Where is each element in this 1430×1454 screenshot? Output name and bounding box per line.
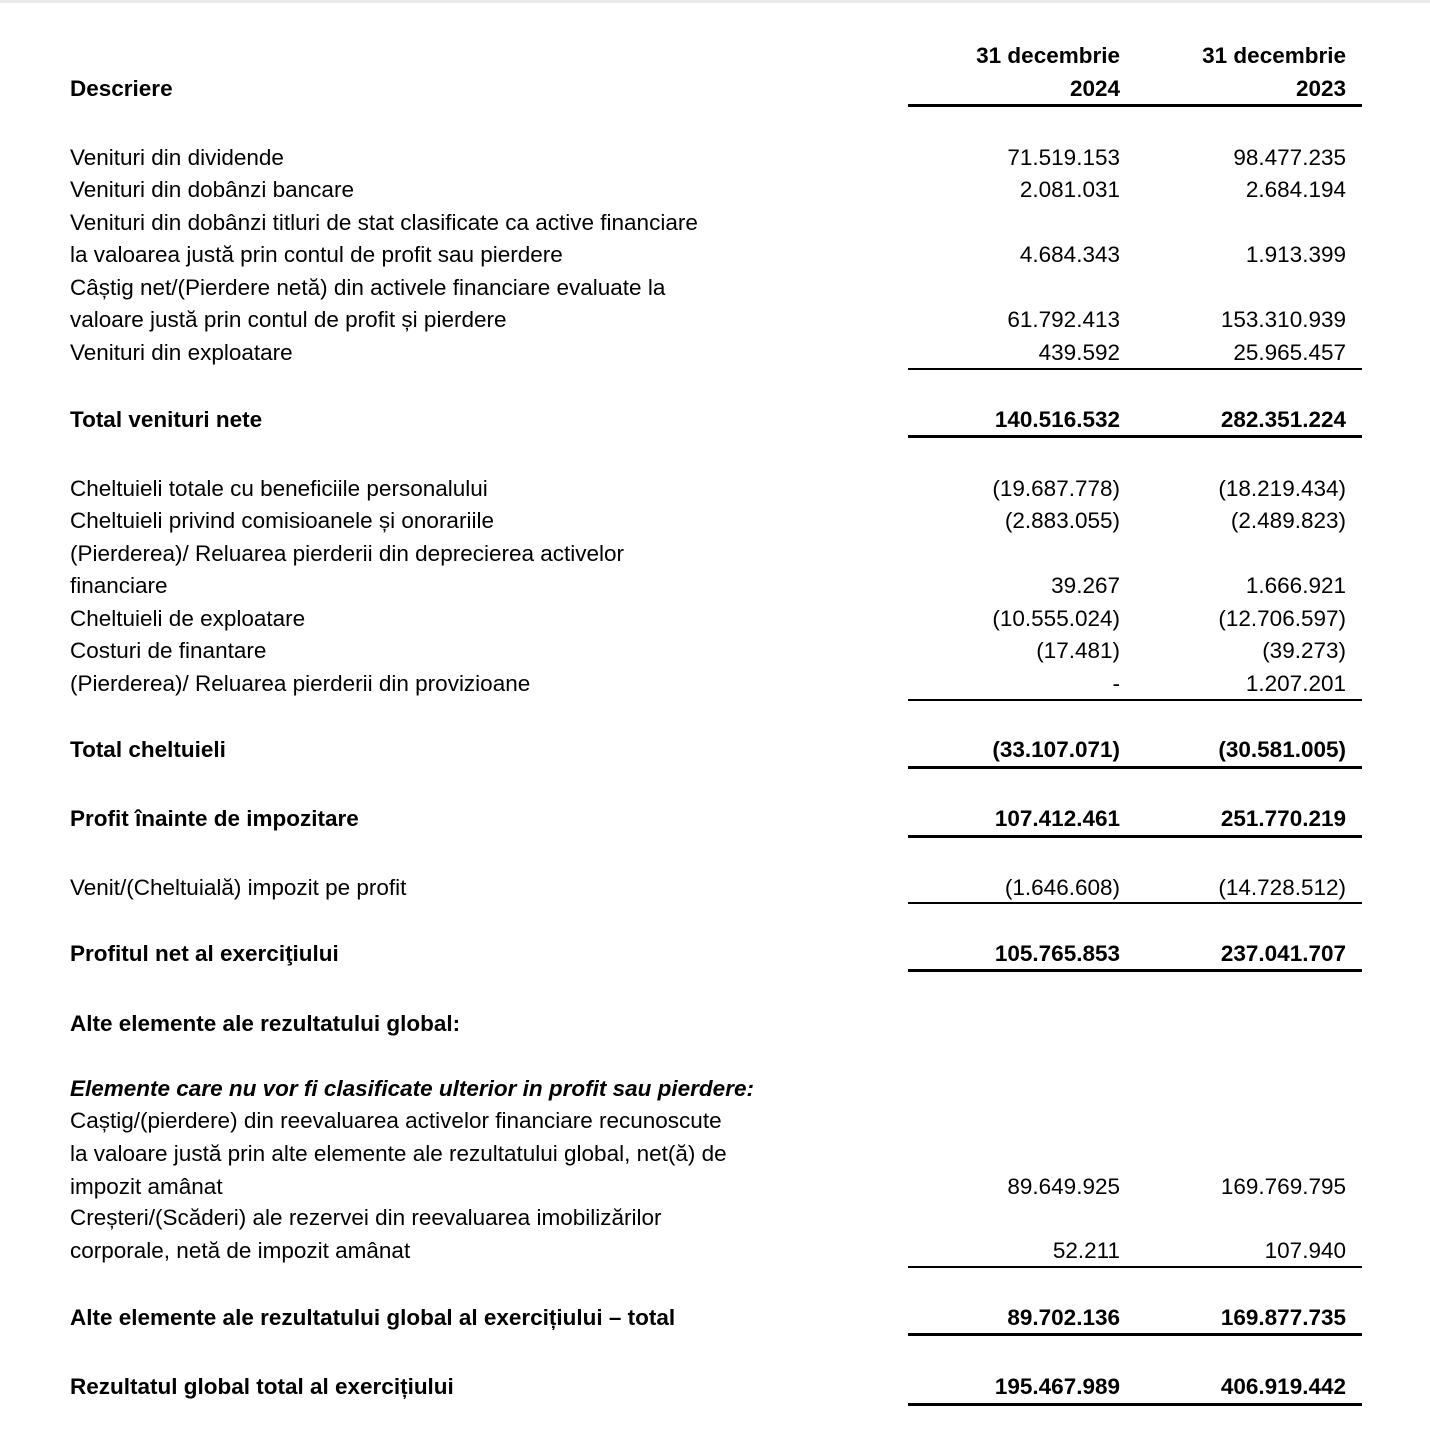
row-value-2024-cheltuieli-exploatare: (10.555.024) (992, 606, 1120, 631)
total-rule-col1 (908, 1333, 1136, 1336)
row-label-comisioane: Cheltuieli privind comisioanele și onorariile (70, 508, 494, 533)
total-rule-col2 (1136, 766, 1362, 769)
subtotal-rule-col2 (1136, 902, 1362, 904)
row-label-reevaluare-active-line1: Caștig/(pierdere) din reevaluarea activelor financiare recunoscute (70, 1108, 722, 1133)
total-rule-col1 (908, 435, 1136, 438)
total-rule-col1 (908, 1403, 1136, 1406)
row-value-2023-cheltuieli-exploatare: (12.706.597) (1218, 606, 1346, 631)
row-value-2023-cheltuieli-personal: (18.219.434) (1218, 476, 1346, 501)
row-label-rezerva-reevaluare-line2: corporale, netă de impozit amânat (70, 1238, 411, 1263)
row-value-2024-total-venituri: 140.516.532 (994, 407, 1120, 432)
row-label-reevaluare-active-line3: impozit amânat (70, 1174, 223, 1199)
row-value-2024-dividende: 71.519.153 (1007, 145, 1120, 170)
row-value-2024-alte-elemente-total: 89.702.136 (1007, 1305, 1120, 1330)
row-label-castig-net-line2: valoare justă prin contul de profit și pierdere (70, 307, 507, 332)
header-col2-line2: 2023 (1295, 76, 1346, 101)
row-value-2023-impozit: (14.728.512) (1218, 875, 1346, 900)
header-description: Descriere (70, 76, 173, 101)
row-value-2023-dividende: 98.477.235 (1233, 145, 1346, 170)
row-value-2024-impozit: (1.646.608) (1004, 875, 1120, 900)
row-value-2024-profit-inainte: 107.412.461 (994, 806, 1120, 831)
row-value-2024-profit-net: 105.765.853 (994, 941, 1120, 966)
header-underline-col2 (1136, 104, 1362, 107)
total-rule-col2 (1136, 969, 1362, 972)
section-heading-alte-elemente: Alte elemente ale rezultatului global: (70, 1011, 461, 1036)
row-label-dobanzi-bancare: Venituri din dobânzi bancare (70, 177, 354, 202)
row-value-2024-rezerva-reevaluare: 52.211 (1052, 1238, 1120, 1263)
row-value-2023-dobanzi-bancare: 2.684.194 (1245, 177, 1346, 202)
row-value-2023-costuri-finantare: (39.273) (1262, 638, 1346, 663)
row-label-alte-elemente-total: Alte elemente ale rezultatului global al exercițiului – total (70, 1305, 676, 1330)
row-value-2024-reevaluare-active: 89.649.925 (1007, 1174, 1120, 1199)
row-value-2023-total-cheltuieli: (30.581.005) (1218, 737, 1346, 762)
row-value-2024-rezultat-global-total: 195.467.989 (994, 1374, 1120, 1399)
row-value-2024-dobanzi-titluri: 4.684.343 (1019, 242, 1120, 267)
row-value-2024-provizioane: - (1112, 671, 1120, 696)
row-value-2024-cheltuieli-personal: (19.687.778) (992, 476, 1120, 501)
row-value-2024-castig-net: 61.792.413 (1007, 307, 1120, 332)
row-value-2023-alte-elemente-total: 169.877.735 (1220, 1305, 1346, 1330)
row-value-2023-rezerva-reevaluare: 107.940 (1264, 1238, 1346, 1263)
row-label-cheltuieli-exploatare: Cheltuieli de exploatare (70, 606, 306, 631)
total-rule-col2 (1136, 835, 1362, 838)
row-label-rezerva-reevaluare-line1: Creșteri/(Scăderi) ale rezervei din reevaluarea imobilizărilor (70, 1205, 662, 1230)
row-label-venituri-exploatare: Venituri din exploatare (70, 340, 293, 365)
subtotal-rule-col1 (908, 902, 1136, 904)
total-rule-col1 (908, 835, 1136, 838)
row-value-2023-depreciere: 1.666.921 (1245, 573, 1346, 598)
row-label-dividende: Venituri din dividende (70, 145, 284, 170)
row-label-provizioane: (Pierderea)/ Reluarea pierderii din provizioane (70, 671, 531, 696)
row-value-2023-dobanzi-titluri: 1.913.399 (1245, 242, 1346, 267)
subtotal-rule-col1 (908, 1266, 1136, 1268)
row-label-total-cheltuieli: Total cheltuieli (70, 737, 226, 762)
header-col1-line1: 31 decembrie (976, 43, 1120, 68)
row-value-2023-reevaluare-active: 169.769.795 (1220, 1174, 1346, 1199)
row-value-2024-dobanzi-bancare: 2.081.031 (1019, 177, 1120, 202)
subtotal-rule-col2 (1136, 1266, 1362, 1268)
row-value-2023-profit-net: 237.041.707 (1220, 941, 1346, 966)
total-rule-col1 (908, 766, 1136, 769)
row-value-2024-total-cheltuieli: (33.107.071) (992, 737, 1120, 762)
total-rule-col2 (1136, 1333, 1362, 1336)
subtotal-rule-col2 (1136, 368, 1362, 370)
row-label-depreciere-line1: (Pierderea)/ Reluarea pierderii din deprecierea activelor (70, 541, 625, 566)
row-label-profit-net: Profitul net al exerciţiului (70, 941, 339, 966)
row-label-reevaluare-active-line2: la valoare justă prin alte elemente ale rezultatului global, net(ă) de (70, 1141, 727, 1166)
row-value-2023-venituri-exploatare: 25.965.457 (1233, 340, 1346, 365)
row-label-profit-inainte: Profit înainte de impozitare (70, 806, 359, 831)
row-label-costuri-finantare: Costuri de finantare (70, 638, 267, 663)
header-underline-col1 (908, 104, 1136, 107)
row-label-rezultat-global-total: Rezultatul global total al exercițiului (70, 1374, 454, 1399)
row-value-2023-total-venituri: 282.351.224 (1220, 407, 1346, 432)
subtotal-rule-col2 (1136, 699, 1362, 701)
subtotal-rule-col1 (908, 699, 1136, 701)
row-label-cheltuieli-personal: Cheltuieli totale cu beneficiile personalului (70, 476, 488, 501)
row-label-dobanzi-titluri-line2: la valoarea justă prin contul de profit sau pierdere (70, 242, 563, 267)
row-label-castig-net-line1: Câștig net/(Pierdere netă) din activele financiare evaluate la (70, 275, 666, 300)
row-value-2024-costuri-finantare: (17.481) (1036, 638, 1120, 663)
row-value-2024-venituri-exploatare: 439.592 (1038, 340, 1120, 365)
row-label-depreciere-line2: financiare (70, 573, 168, 598)
row-value-2023-provizioane: 1.207.201 (1245, 671, 1346, 696)
header-col2-line1: 31 decembrie (1202, 43, 1346, 68)
page-top-edge (0, 0, 1430, 3)
subtotal-rule-col1 (908, 368, 1136, 370)
row-value-2023-castig-net: 153.310.939 (1220, 307, 1346, 332)
section-heading-elemente-neclasificate: Elemente care nu vor fi clasificate ulterior in profit sau pierdere: (70, 1076, 754, 1101)
row-value-2024-depreciere: 39.267 (1051, 573, 1120, 598)
total-rule-col1 (908, 969, 1136, 972)
row-value-2023-rezultat-global-total: 406.919.442 (1220, 1374, 1346, 1399)
row-label-dobanzi-titluri-line1: Venituri din dobânzi titluri de stat clasificate ca active financiare (70, 210, 698, 235)
row-label-impozit: Venit/(Cheltuială) impozit pe profit (70, 875, 407, 900)
row-value-2023-comisioane: (2.489.823) (1230, 508, 1346, 533)
total-rule-col2 (1136, 435, 1362, 438)
total-rule-col2 (1136, 1403, 1362, 1406)
header-col1-line2: 2024 (1069, 76, 1120, 101)
row-value-2024-comisioane: (2.883.055) (1004, 508, 1120, 533)
row-value-2023-profit-inainte: 251.770.219 (1220, 806, 1346, 831)
row-label-total-venituri: Total venituri nete (70, 407, 263, 432)
